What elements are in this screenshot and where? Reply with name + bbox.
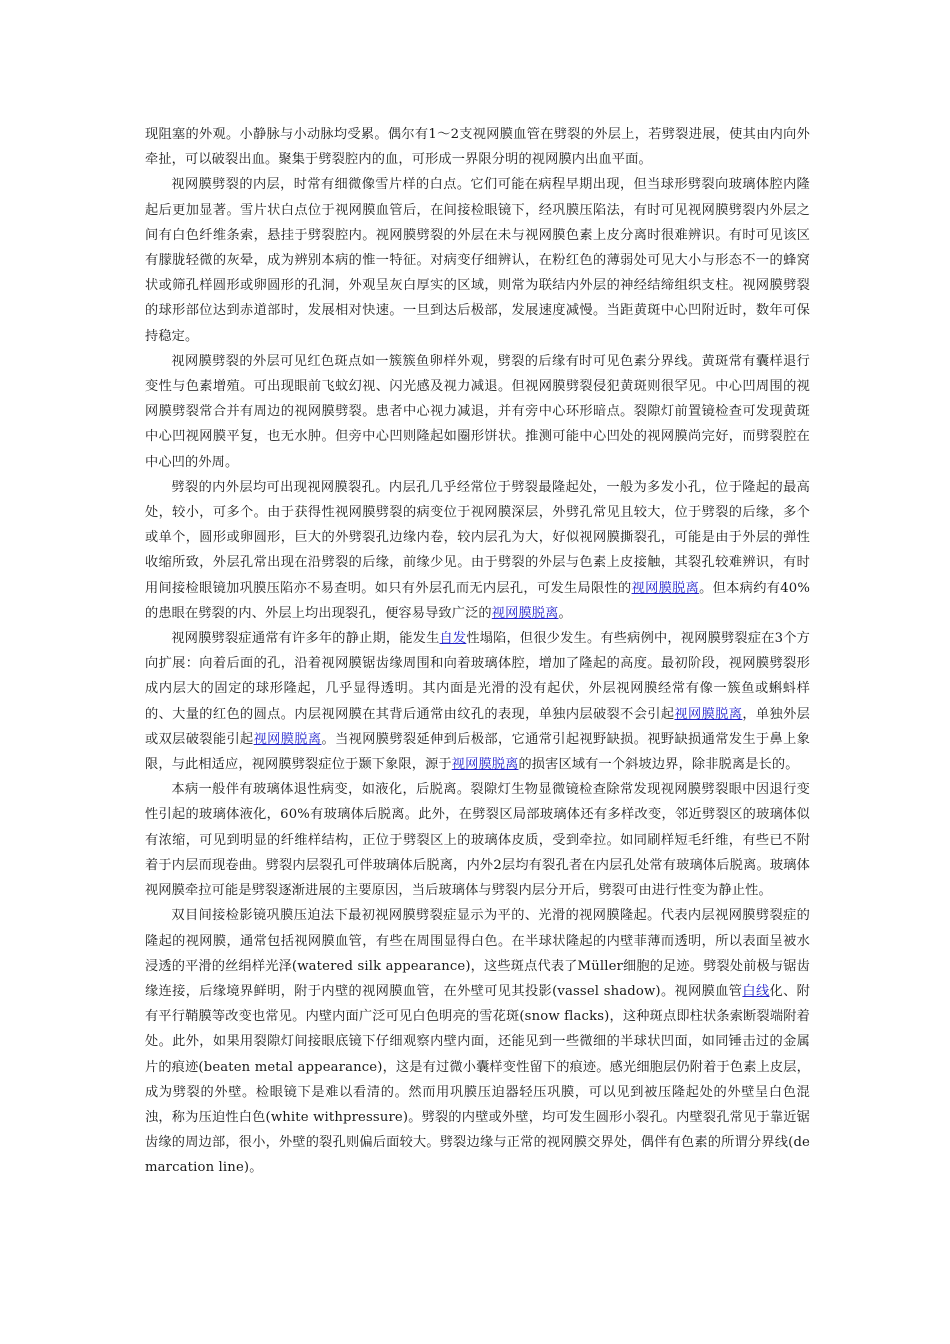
hyperlink[interactable]: 视网膜脱离 <box>674 706 743 722</box>
body-paragraph <box>145 626 810 777</box>
hyperlink[interactable]: 视网膜脱离 <box>491 605 559 621</box>
paragraph-text: 劈裂的内外层均可出现视网膜裂孔。内层孔几乎经常位于劈裂最隆起处，一般为多发小孔，位于隆起的最高处，较小，可多个。由于获得性视网膜劈裂的病变位于视网膜深层，外劈孔常见且较大，位于劈裂的后缘，多个或单个，圆形或卵圆形，巨大的外劈裂孔边缘内卷，较内层孔为大，好似视网膜撕裂孔，可能是由于外层的弹性收缩所致，外层孔常出现在沿劈裂的后缘，前缘少见。由于劈裂的外层与色素上皮接触，其裂孔较难辨识，有时用间接检眼镜加巩膜压陷亦不易查明。如只有外层孔而无内层孔，可发生局限性的 <box>145 479 810 596</box>
paragraph-text: 。 <box>558 605 572 621</box>
body-paragraph <box>145 122 810 172</box>
body-paragraph <box>145 777 810 903</box>
hyperlink[interactable]: 视网膜脱离 <box>253 731 322 747</box>
paragraph-text: 化、附有平行鞘膜等改变也常见。内壁内面广泛可见白色明亮的雪花斑(snow flacks)，这种斑点即柱状条索断裂端附着处。此外，如果用裂隙灯间接眼底镜下仔细观察内壁内面，还能见到一些微细的半球状凹面，如同锤击过的金属片的痕迹(beaten metal appearance)，这是有过微小囊样变性留下的痕迹。感光细胞层仍附着于色素上皮层，成为劈裂的外壁。检眼镜下是难以看清的。然而用巩膜压迫器轻压巩膜，可以见到被压隆起处的外壁呈白色混浊，称为压迫性白色(white withpressure)。劈裂的内壁或外壁，均可发生圆形小裂孔。内壁裂孔常见于靠近锯齿缘的周边部，很小，外壁的裂孔则偏后面较大。劈裂边缘与正常的视网膜交界处，偶伴有色素的所谓分界线(demarcation line)。 <box>145 983 810 1176</box>
paragraph-text: 视网膜劈裂症通常有许多年的静止期，能发生 <box>171 631 440 647</box>
paragraph-text: 的损害区域有一个斜坡边界，除非脱离是长的。 <box>518 757 799 773</box>
body-paragraph <box>145 475 810 626</box>
paragraph-text: 视网膜劈裂的外层可见红色斑点如一簇簇鱼卵样外观，劈裂的后缘有时可见色素分界线。黄斑常有囊样退行变性与色素增殖。可出现眼前飞蚊幻视、闪光感及视力减退。但视网膜劈裂侵犯黄斑则很罕见。中心凹周围的视网膜劈裂常合并有周边的视网膜劈裂。患者中心视力减退，并有旁中心环形暗点。裂隙灯前置镜检查可发现黄斑中心凹视网膜平复，也无水肿。但旁中心凹则隆起如圈形饼状。推测可能中心凹处的视网膜尚完好，而劈裂腔在中心凹的外周。 <box>145 353 810 470</box>
paragraph-text: ，单独外层或双层破裂能引起 <box>145 706 811 747</box>
paragraph-text: 视网膜劈裂的内层，时常有细微像雪片样的白点。它们可能在病程早期出现，但当球形劈裂向玻璃体腔内隆起后更加显著。雪片状白点位于视网膜血管后，在间接检眼镜下，经巩膜压陷法，有时可见视网膜劈裂内外层之间有白色纤维条索，悬挂于劈裂腔内。视网膜劈裂的外层在未与视网膜色素上皮分离时很难辨识。有时可见该区有朦胧轻微的灰晕，成为辨别本病的惟一特征。对病变仔细辨认，在粉红色的薄弱处可见大小与形态不一的蜂窝状或筛孔样圆形或卵圆形的孔洞，外观呈灰白厚实的区域，则常为联结内外层的神经结缔组织支柱。视网膜劈裂的球形部位达到赤道部时，发展相对快速。一旦到达后极部，发展速度减慢。当距黄斑中心凹附近时，数年可保持稳定。 <box>145 177 810 344</box>
paragraph-text: 本病一般伴有玻璃体退性病变，如液化，后脱离。裂隙灯生物显微镜检查除常发现视网膜劈裂眼中因退行变性引起的玻璃体液化，60%有玻璃体后脱离。此外，在劈裂区局部玻璃体还有多样改变，邻近劈裂区的玻璃体似有浓缩，可见到明显的纤维样结构，正位于劈裂区上的玻璃体皮质，受到牵拉。如同刷样短毛纤维，有些已不附着于内层而现卷曲。劈裂内层裂孔可伴玻璃体后脱离，内外2层均有裂孔者在内层孔处常有玻璃体后脱离。玻璃体视网膜牵拉可能是劈裂逐渐进展的主要原因，当后玻璃体与劈裂内层分开后，劈裂可由进行性变为静止性。 <box>145 782 810 899</box>
paragraph-text: 现阻塞的外观。小静脉与小动脉均受累。偶尔有1～2支视网膜血管在劈裂的外层上，若劈裂进展，使其由内向外牵扯，可以破裂出血。聚集于劈裂腔内的血，可形成一界限分明的视网膜内出血平面。 <box>145 127 810 168</box>
hyperlink[interactable]: 自发 <box>439 631 467 647</box>
body-paragraph <box>145 349 810 475</box>
hyperlink[interactable]: 白线 <box>742 983 770 999</box>
hyperlink[interactable]: 视网膜脱离 <box>451 757 519 773</box>
paragraph-text: 性塌陷，但很少发生。有些病例中，视网膜劈裂症在3个方向扩展：向着后面的孔，沿着视网膜锯齿缘周围和向着玻璃体腔，增加了隆起的高度。最初阶段，视网膜劈裂形成内层大的固定的球形隆起，几乎显得透明。其内面是光滑的没有起伏，外层视网膜经常有像一簇鱼或蝌蚪样的、大量的红色的圆点。内层视网膜在其背后通常由纹孔的表现，单独内层破裂不会引起 <box>145 631 810 722</box>
article-body <box>145 122 810 1181</box>
body-paragraph <box>145 903 810 1180</box>
paragraph-text: 。但本病约有40%的患眼在劈裂的内、外层上均出现裂孔，便容易导致广泛的 <box>145 580 810 621</box>
paragraph-text: 双目间接检影镜巩膜压迫法下最初视网膜劈裂症显示为平的、光滑的视网膜隆起。代表内层视网膜劈裂症的隆起的视网膜，通常包括视网膜血管，有些在周围显得白色。在半球状隆起的内壁菲薄而透明，所以表面呈被水浸透的平滑的丝绢样光泽(watered silk appearance)，这些斑点代表了Müller细胞的足迹。劈裂处前极与锯齿缘连接，后缘境界鲜明，附于内壁的视网膜血管，在外壁可见其投影(vassel shadow)。视网膜血管 <box>145 908 810 999</box>
hyperlink[interactable]: 视网膜脱离 <box>631 580 700 596</box>
paragraph-text: 。当视网膜劈裂延伸到后极部，它通常引起视野缺损。视野缺损通常发生于鼻上象限，与此相适应，视网膜劈裂症位于颞下象限，源于 <box>145 731 810 773</box>
body-paragraph <box>145 172 810 348</box>
